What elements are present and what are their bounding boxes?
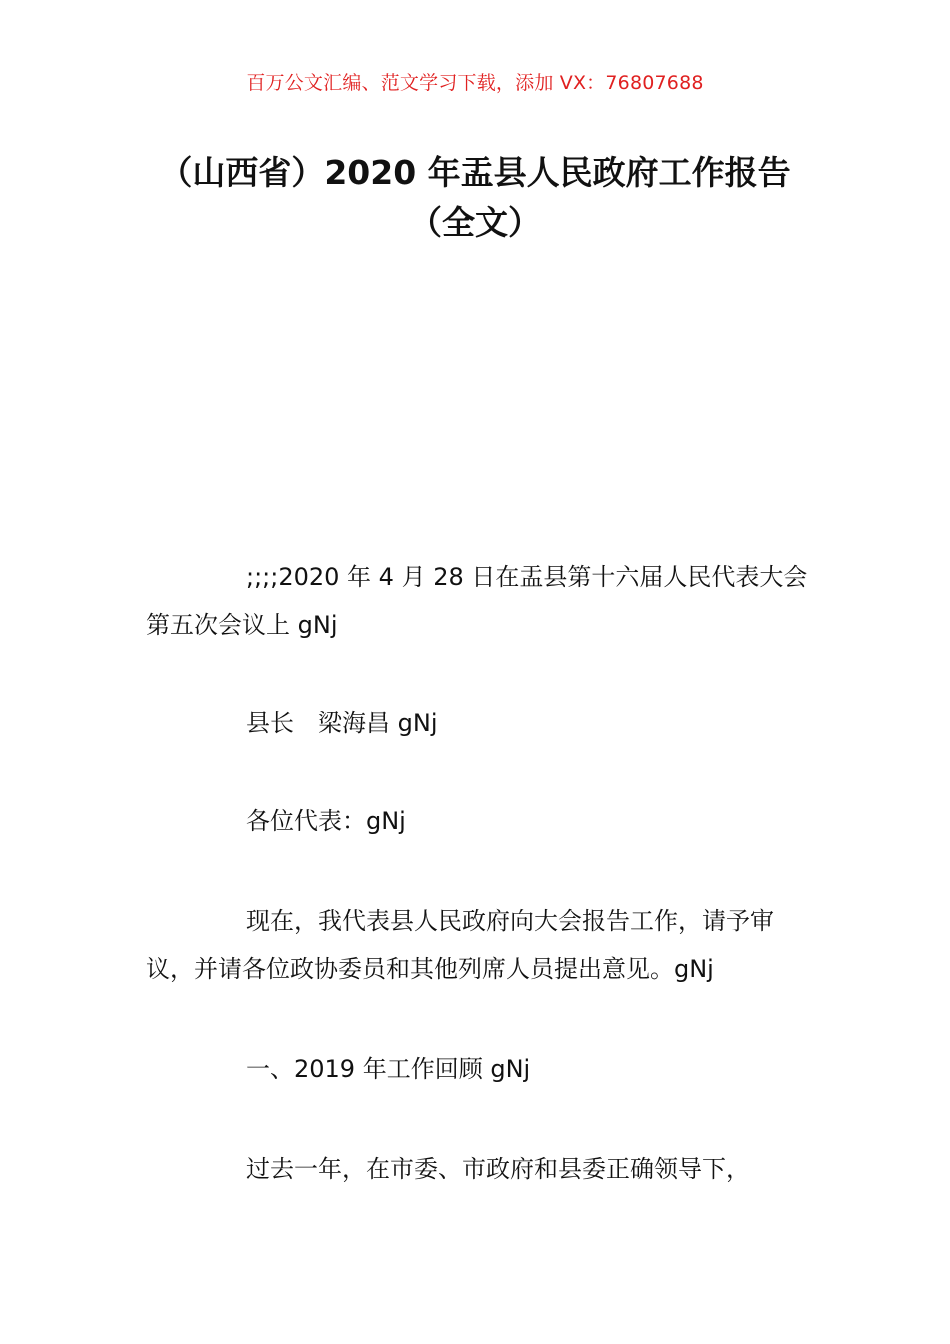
paragraph: 一、2019 年工作回顾 gNj [246,1055,531,1083]
paragraph-intro [146,897,812,993]
section-heading [146,1045,812,1093]
paragraph-meeting-info [146,553,812,649]
paragraph: 现在，我代表县人民政府向大会报告工作，请予审议，并请各位政协委员和其他列席人员提出意见。gNj [146,907,774,983]
document-title-line-1: （山西省）2020 年盂县人民政府工作报告 [159,153,791,192]
paragraph-review [146,1145,812,1193]
paragraph: ;;;;2020 年 4 月 28 日在盂县第十六届人民代表大会第五次会议上 gNj [146,563,808,639]
paragraph: 县长 梁海昌 gNj [246,709,438,737]
paragraph: 过去一年，在市委、市政府和县委正确领导下， [246,1155,750,1183]
paragraph: 各位代表：gNj [246,807,406,835]
document-title [120,148,830,248]
paragraph-salutation [146,797,812,845]
paragraph-speaker [146,699,812,747]
document-title-line-2: （全文） [409,203,541,242]
header-watermark-text: 百万公文汇编、范文学习下载，添加 VX：76807688 [246,72,704,94]
